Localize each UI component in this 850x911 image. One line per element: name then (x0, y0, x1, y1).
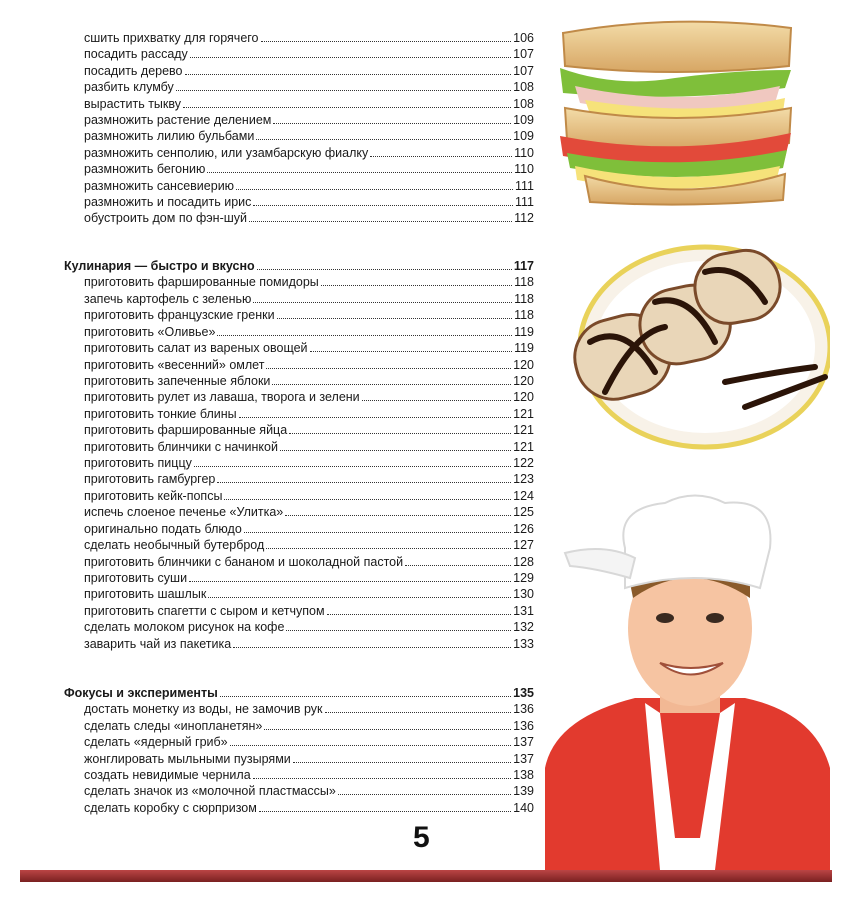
entry-page-number: 121 (513, 406, 534, 421)
entry-page-number: 108 (513, 80, 534, 95)
dot-leader (277, 307, 512, 319)
entry-page-number: 119 (514, 341, 534, 356)
entry-page-number: 110 (514, 162, 534, 177)
entry-label: приготовить шашлык (84, 587, 207, 602)
entry-label: приготовить суши (84, 570, 188, 585)
entry-page-number: 110 (514, 145, 534, 160)
toc-entry (84, 291, 534, 307)
entry-page-number: 106 (513, 31, 534, 45)
toc-entry (84, 422, 534, 438)
toc-entry (84, 63, 534, 79)
entry-label: сделать коробку с сюрпризом (84, 800, 257, 815)
entry-label: приготовить блинчики с начинкой (84, 439, 278, 454)
dot-leader (194, 455, 511, 467)
entry-label: достать монетку из воды, не замочив рук (84, 702, 323, 717)
dot-leader (285, 504, 511, 516)
entry-page-number: 111 (514, 178, 534, 193)
dot-leader (266, 357, 511, 369)
toc-entry (84, 324, 534, 340)
entry-page-number: 112 (514, 211, 534, 226)
toc-entry (84, 488, 534, 504)
dot-leader (207, 161, 512, 173)
entry-page-number: 121 (513, 423, 534, 438)
entry-label: приготовить «Оливье» (84, 324, 216, 339)
entry-label: приготовить фаршированные помидоры (84, 275, 319, 290)
dot-leader (261, 30, 512, 42)
toc-entry (84, 701, 534, 717)
dot-leader (230, 734, 512, 746)
entry-label: приготовить «весенний» омлет (84, 357, 265, 372)
toc-entry (84, 210, 534, 226)
entry-page-number: 131 (513, 603, 534, 618)
entry-label: посадить дерево (84, 63, 183, 78)
toc-entry (84, 389, 534, 405)
entry-label: обустроить дом по фэн-шуй (84, 211, 248, 226)
toc-entry (84, 373, 534, 389)
entry-label: жонглировать мыльными пузырями (84, 751, 291, 766)
dot-leader (338, 783, 511, 795)
chef-boy-photo (545, 488, 835, 870)
section-heading (64, 258, 534, 274)
entry-page-number: 123 (513, 472, 534, 487)
toc-entry (84, 471, 534, 487)
toc-entry (84, 96, 534, 112)
dot-leader (286, 619, 511, 631)
entry-page-number: 139 (513, 784, 534, 799)
entry-page-number: 136 (513, 718, 534, 733)
entry-page-number: 109 (513, 113, 534, 127)
entry-page-number: 107 (513, 47, 534, 62)
dot-leader (208, 586, 511, 598)
entry-page-number: 130 (513, 587, 534, 602)
entry-label: сделать значок из «молочной пластмассы» (84, 784, 336, 799)
dot-leader (249, 210, 512, 222)
entry-page-number: 120 (513, 373, 534, 388)
dot-leader (253, 194, 513, 206)
dot-leader (257, 258, 512, 270)
dot-leader (293, 751, 511, 763)
entry-page-number: 107 (513, 63, 534, 78)
entry-label: приготовить спагетти с сыром и кетчупом (84, 603, 325, 618)
toc-entry (84, 112, 534, 128)
dot-leader (405, 554, 511, 566)
dot-leader (280, 439, 511, 451)
dot-leader (362, 389, 511, 401)
toc-entry (84, 504, 534, 520)
entry-label: приготовить гамбургер (84, 472, 216, 487)
section-title: Кулинария — быстро и вкусно (64, 259, 255, 273)
dot-leader (253, 767, 511, 779)
dot-leader (233, 636, 511, 648)
entry-label: приготовить пиццу (84, 456, 192, 471)
toc-entry (84, 161, 534, 177)
dot-leader (272, 373, 511, 385)
section-title: Фокусы и эксперименты (64, 686, 218, 700)
toc-entry (84, 783, 534, 799)
dot-leader (253, 291, 512, 303)
entry-label: сшить прихватку для горячего (84, 31, 259, 45)
sandwich-photo (555, 8, 795, 208)
dot-leader (189, 570, 511, 582)
entry-label: испечь слоеное печенье «Улитка» (84, 505, 284, 520)
toc-entry (84, 30, 534, 46)
entry-page-number: 127 (513, 538, 534, 553)
toc-entry (84, 274, 534, 290)
toc-entry (84, 603, 534, 619)
entry-label: сделать необычный бутерброд (84, 538, 265, 553)
dot-leader (327, 603, 512, 615)
toc-entry (84, 46, 534, 62)
entry-label: приготовить тонкие блины (84, 406, 237, 421)
toc-entry (84, 636, 534, 652)
toc-entry (84, 718, 534, 734)
entry-page-number: 132 (513, 620, 534, 635)
entry-page-number: 118 (514, 308, 534, 323)
page-number: 5 (413, 821, 430, 854)
dot-leader (256, 128, 511, 140)
dot-leader (239, 406, 512, 418)
entry-label: размножить лилию бульбами (84, 129, 255, 144)
dot-leader (266, 537, 511, 549)
dot-leader (264, 718, 511, 730)
entry-page-number: 118 (514, 291, 534, 306)
entry-label: размножить сансевиерию (84, 178, 235, 193)
entry-label: размножить бегонию (84, 162, 206, 177)
toc-entry (84, 128, 534, 144)
toc-entry (84, 800, 534, 816)
entry-page-number: 122 (513, 456, 534, 471)
dot-leader (176, 79, 511, 91)
entry-label: посадить рассаду (84, 47, 188, 62)
entry-page-number: 118 (514, 275, 534, 290)
dot-leader (220, 685, 511, 697)
entry-label: сделать молоком рисунок на кофе (84, 620, 285, 635)
entry-page-number: 126 (513, 521, 534, 536)
dot-leader (236, 178, 513, 190)
entry-page-number: 119 (514, 324, 534, 339)
entry-label: сделать следы «инопланетян» (84, 718, 263, 733)
bottom-bar (20, 870, 832, 882)
dot-leader (217, 324, 512, 336)
section-heading (64, 685, 534, 701)
toc-entry (84, 619, 534, 635)
dot-leader (370, 145, 512, 157)
entry-page-number: 124 (513, 488, 534, 503)
entry-page-number: 129 (513, 570, 534, 585)
dot-leader (244, 521, 511, 533)
entry-label: создать невидимые чернила (84, 768, 251, 782)
dot-leader (273, 112, 511, 124)
dot-leader (310, 340, 513, 352)
toc-entry (84, 79, 534, 95)
toc-entry (84, 751, 534, 767)
toc-entry (84, 357, 534, 373)
toc-entry (84, 406, 534, 422)
toc-entry (84, 570, 534, 586)
dot-leader (183, 96, 511, 108)
chocolate-rolls-photo (555, 232, 830, 452)
toc-entry (84, 734, 534, 750)
dot-leader (190, 46, 511, 58)
entry-page-number: 137 (513, 735, 534, 750)
entry-label: приготовить фаршированные яйца (84, 423, 288, 438)
toc-entry (84, 307, 534, 323)
toc-entry (84, 537, 534, 553)
entry-label: размножить растение делением (84, 113, 272, 127)
entry-page-number: 121 (513, 439, 534, 454)
dot-leader (325, 701, 512, 713)
entry-page-number: 138 (513, 768, 534, 782)
entry-label: размножить и посадить ирис (84, 195, 252, 209)
dot-leader (259, 800, 511, 812)
entry-page-number: 108 (513, 96, 534, 111)
toc-entry (84, 439, 534, 455)
entry-label: сделать «ядерный гриб» (84, 735, 228, 750)
entry-page-number: 135 (513, 686, 534, 700)
dot-leader (321, 274, 512, 286)
entry-label: разбить клумбу (84, 80, 174, 95)
toc-entry (84, 521, 534, 537)
toc-entry (84, 767, 534, 783)
entry-label: приготовить запеченные яблоки (84, 373, 271, 388)
entry-page-number: 120 (513, 357, 534, 372)
toc-entry (84, 145, 534, 161)
entry-page-number: 111 (514, 195, 534, 209)
entry-label: размножить сенполию, или узамбарскую фиалку (84, 145, 369, 160)
toc-entry (84, 340, 534, 356)
entry-page-number: 117 (513, 259, 534, 273)
entry-page-number: 133 (513, 636, 534, 651)
entry-label: запечь картофель с зеленью (84, 291, 252, 306)
entry-label: приготовить французские гренки (84, 308, 275, 323)
entry-page-number: 109 (513, 129, 534, 144)
entry-label: приготовить рулет из лаваша, творога и зелени (84, 390, 360, 405)
toc-entry (84, 586, 534, 602)
entry-page-number: 125 (513, 505, 534, 520)
entry-label: приготовить блинчики с бананом и шоколадной пастой (84, 554, 404, 569)
entry-page-number: 136 (513, 702, 534, 717)
dot-leader (185, 63, 512, 75)
dot-leader (217, 471, 511, 483)
toc-entry (84, 194, 534, 210)
entry-page-number: 140 (513, 800, 534, 815)
entry-label: заварить чай из пакетика (84, 636, 232, 651)
entry-page-number: 120 (513, 390, 534, 405)
dot-leader (224, 488, 511, 500)
toc-entry (84, 554, 534, 570)
entry-label: приготовить салат из вареных овощей (84, 341, 308, 356)
toc-entry (84, 455, 534, 471)
entry-label: приготовить кейк-попсы (84, 488, 223, 503)
toc-entry (84, 178, 534, 194)
entry-page-number: 128 (513, 554, 534, 569)
entry-label: вырастить тыкву (84, 96, 181, 111)
dot-leader (289, 422, 511, 434)
entry-page-number: 137 (513, 751, 534, 766)
entry-label: оригинально подать блюдо (84, 521, 242, 536)
